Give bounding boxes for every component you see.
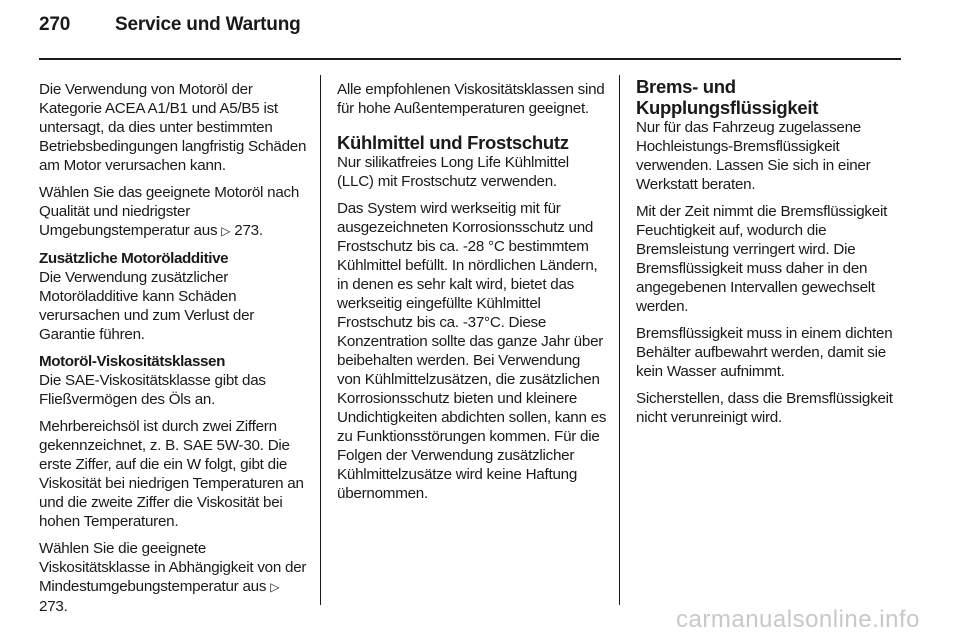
page-header [39,14,301,36]
paragraph: Das System wird werkseitig mit für ausgezeichneten Korrosionsschutz und Frostschutz bis ca. -28 °C bestimmtem Kühlmittel befüllt. In nördlichen Ländern, in denen es sehr kalt wird, bietet das werkseitig eingefüllte Kühlmittel Frostschutz bis ca. -37°C. Diese Konzentration sollte das ganze Jahr über beibehalten werden. Bei Verwendung von Kühlmittelzusätzen, die zusätzlichen Korrosionsschutz bieten und kleinere Undichtigkeiten abdichten sollen, kann es zu Funktionsstörungen kommen. Für die Folgen der Verwendung zusätzlicher Kühlmittelzusätze wird keine Haftung übernommen. [337,200,607,502]
paragraph: Sicherstellen, dass die Bremsflüssigkeit nicht verunreinigt wird. [636,390,893,426]
page-reference-arrow-icon: ▷ [221,224,231,238]
column-divider [619,75,620,605]
section-heading: Motoröl-Viskositätsklassen [39,353,225,370]
paragraph: Nur silikatfreies Long Life Kühlmittel (LLC) mit Frostschutz verwenden. [337,154,569,190]
paragraph: Mehrbereichsöl ist durch zwei Ziffern gekennzeichnet, z. B. SAE 5W-30. Die erste Ziffer, auf die ein W folgt, gibt die Viskosität bei niedrigen Temperaturen an und die zweite Ziffer die Viskosität bei hohen Temperaturen. [39,418,304,530]
section-heading: Zusätzliche Motoröladditive [39,250,229,267]
column-right [636,76,906,435]
paragraph: Mit der Zeit nimmt die Bremsflüssigkeit Feuchtigkeit auf, wodurch die Bremsleistung verringert wird. Die Bremsflüssigkeit muss daher in den angegebenen Intervallen gewechselt werden. [636,203,888,315]
column-divider [320,75,321,605]
paragraph: Alle empfohlenen Viskositätsklassen sind für hohe Außentemperaturen geeignet. [337,81,605,117]
paragraph-text: Wählen Sie das geeignete Motoröl nach Qualität und niedrigster Umgebungstemperatur aus [39,184,300,239]
column-middle [337,80,607,511]
page-reference: 273. [39,598,68,615]
paragraph: Nur für das Fahrzeug zugelassene Hochleistungs-Bremsflüssigkeit verwenden. Lassen Sie sich in einer Werkstatt beraten. [636,119,871,193]
header-rule [39,58,901,60]
section-heading: Brems- und Kupplungsflüssigkeit [636,76,819,118]
paragraph-text: Wählen Sie die geeignete Viskositätsklasse in Abhängigkeit von der Mindestumgebungstemperatur aus [39,540,307,595]
page-reference: 273. [234,222,263,239]
page-title: Service und Wartung [115,14,301,35]
paragraph: Die Verwendung von Motoröl der Kategorie ACEA A1/B1 und A5/B5 ist untersagt, da dies unter bestimmten Betriebsbedingungen langfristig Schäden am Motor verursachen kann. [39,81,307,174]
page-reference-arrow-icon: ▷ [270,580,280,594]
paragraph: Die Verwendung zusätzlicher Motoröladditive kann Schäden verursachen und zum Verlust der Garantie führen. [39,269,255,343]
paragraph: Die SAE-Viskositätsklasse gibt das Fließvermögen des Öls an. [39,372,266,408]
paragraph [39,539,307,616]
watermark: carmanualsonline.info [676,606,920,633]
page-number: 270 [39,14,71,35]
section-heading: Kühlmittel und Frostschutz [337,132,569,153]
paragraph: Bremsflüssigkeit muss in einem dichten Behälter aufbewahrt werden, damit sie kein Wasser aufnimmt. [636,325,893,380]
column-left [39,80,307,624]
paragraph [39,183,307,241]
